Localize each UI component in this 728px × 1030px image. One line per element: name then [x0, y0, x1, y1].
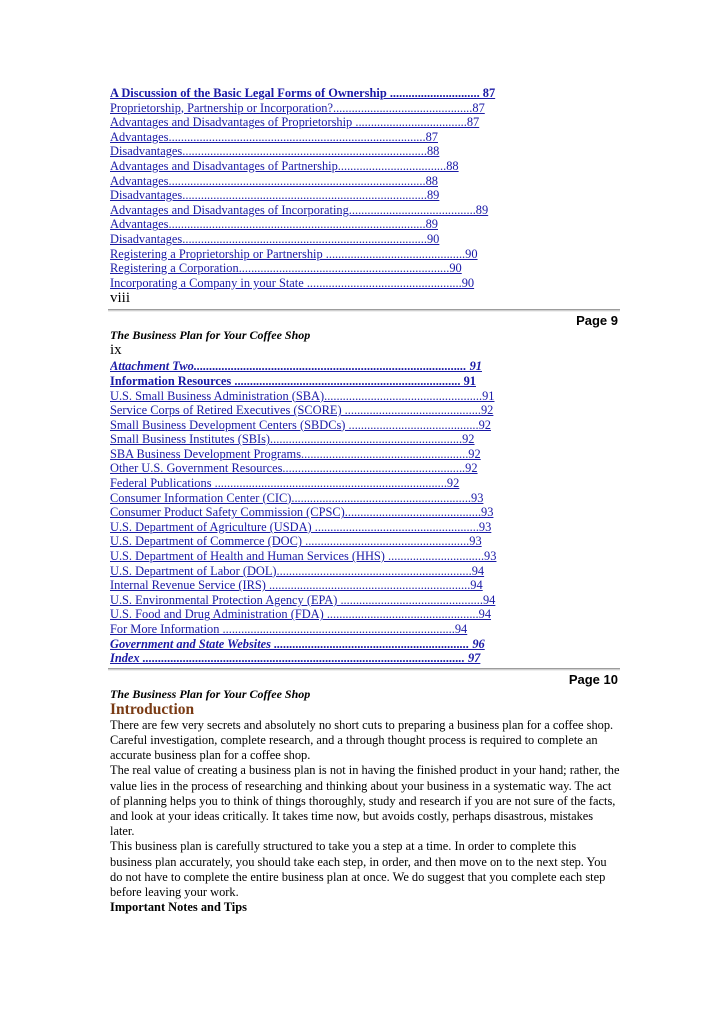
toc-entry[interactable]: Advantages...................................................................................88 — [110, 173, 438, 188]
body-paragraph: This business plan is carefully structured to take you a step at a time. In order to complete this business plan accurately, you should take each step, in order, and then move on to the next step. You do not have to complete the entire business plan at once. We do suggest that you complete each step before leaving your work. — [110, 839, 607, 900]
running-header: The Business Plan for Your Coffee Shop — [110, 686, 311, 701]
toc-entry[interactable]: Incorporating a Company in your State ..................................................90 — [110, 275, 475, 290]
toc-entry[interactable]: Small Business Institutes (SBIs)..............................................................92 — [110, 432, 475, 447]
roman-page-number: ix — [110, 342, 122, 359]
toc-entry[interactable]: Advantages and Disadvantages of Proprietorship ....................................87 — [110, 115, 480, 130]
page-divider — [108, 309, 620, 312]
body-paragraph: There are few very secrets and absolutely no short cuts to preparing a business plan for a coffee shop. Careful investigation, complete research, and a through thought process is required to complete an accurate business plan for a coffee shop. — [110, 717, 614, 763]
toc-entry[interactable]: Government and State Websites ............................................................... 96 — [110, 636, 485, 651]
toc-entry[interactable]: Advantages...................................................................................87 — [110, 129, 438, 144]
toc-entry[interactable]: Registering a Corporation....................................................................90 — [110, 261, 462, 276]
toc-entry[interactable]: Disadvantages...............................................................................88 — [110, 144, 440, 159]
page-label: Page 10 — [568, 671, 618, 687]
toc-entry[interactable]: Information Resources ......................................................................... 91 — [110, 373, 476, 388]
toc-entry[interactable]: U.S. Department of Agriculture (USDA) .....................................................93 — [110, 519, 492, 534]
toc-entry[interactable]: Other U.S. Government Resources...........................................................92 — [110, 461, 478, 476]
section-heading: Introduction — [110, 700, 195, 718]
toc-entry[interactable]: U.S. Environmental Protection Agency (EPA) ..............................................94 — [110, 592, 496, 607]
roman-page-number: viii — [110, 290, 131, 307]
page-break — [108, 667, 620, 687]
toc-entry[interactable]: U.S. Food and Drug Administration (FDA) .................................................94 — [110, 607, 492, 622]
toc-entry[interactable]: U.S. Small Business Administration (SBA)...................................................91 — [110, 388, 495, 403]
document-body — [110, 86, 620, 915]
toc-entry[interactable]: Disadvantages...............................................................................89 — [110, 188, 440, 203]
toc-entry[interactable]: Consumer Information Center (CIC)..........................................................93 — [110, 490, 484, 505]
toc-entry[interactable]: Attachment Two........................................................................................ 91 — [110, 359, 482, 374]
toc-entry[interactable]: Consumer Product Safety Commission (CPSC)............................................93 — [110, 505, 494, 520]
running-header: The Business Plan for Your Coffee Shop — [110, 328, 311, 343]
page-break — [108, 308, 620, 328]
toc-entry[interactable]: For More Information ...........................................................................94 — [110, 622, 468, 636]
toc-entry[interactable]: Advantages and Disadvantages of Partnership...................................88 — [110, 158, 459, 173]
toc-entry[interactable]: A Discussion of the Basic Legal Forms of Ownership ............................. 87 — [110, 86, 496, 100]
toc-entry[interactable]: Federal Publications ...........................................................................92 — [110, 476, 460, 491]
toc-entry[interactable]: Small Business Development Centers (SBDCs) ..........................................92 — [110, 417, 491, 432]
toc-entry[interactable]: Internal Revenue Service (IRS) .................................................................94 — [110, 578, 483, 593]
toc-entry[interactable]: SBA Business Development Programs......................................................92 — [110, 446, 481, 461]
page-label: Page 9 — [576, 313, 618, 329]
toc-list-part-b — [110, 359, 620, 665]
toc-entry[interactable]: Registering a Proprietorship or Partnership .............................................90 — [110, 246, 478, 261]
toc-entry[interactable]: Index ........................................................................................................ 97 — [110, 651, 481, 666]
toc-entry[interactable]: Proprietorship, Partnership or Incorporation?.............................................87 — [110, 100, 485, 115]
body-paragraph: The real value of creating a business plan is not in having the finished product in your hand; rather, the value lies in the process of researching and thinking about your business in a systematic way. The act of planning helps you to think of things thoroughly, study and research if you are not sure of the facts, and look at your ideas critically. It takes time now, but avoids costly, perhaps disastrous, mistakes later. — [110, 763, 620, 839]
toc-entry[interactable]: Disadvantages...............................................................................90 — [110, 231, 440, 246]
page-divider — [108, 668, 620, 671]
toc-entry[interactable]: U.S. Department of Commerce (DOC) .....................................................93 — [110, 534, 482, 549]
subheading: Important Notes and Tips — [110, 900, 247, 915]
toc-list-part-a — [110, 86, 620, 290]
toc-entry[interactable]: Service Corps of Retired Executives (SCORE) ............................................92 — [110, 403, 494, 418]
toc-entry[interactable]: U.S. Department of Health and Human Services (HHS) ...............................93 — [110, 549, 497, 564]
toc-entry[interactable]: Advantages...................................................................................89 — [110, 217, 438, 232]
toc-entry[interactable]: U.S. Department of Labor (DOL)...............................................................94 — [110, 563, 485, 578]
toc-entry[interactable]: Advantages and Disadvantages of Incorporating.........................................89 — [110, 202, 489, 217]
